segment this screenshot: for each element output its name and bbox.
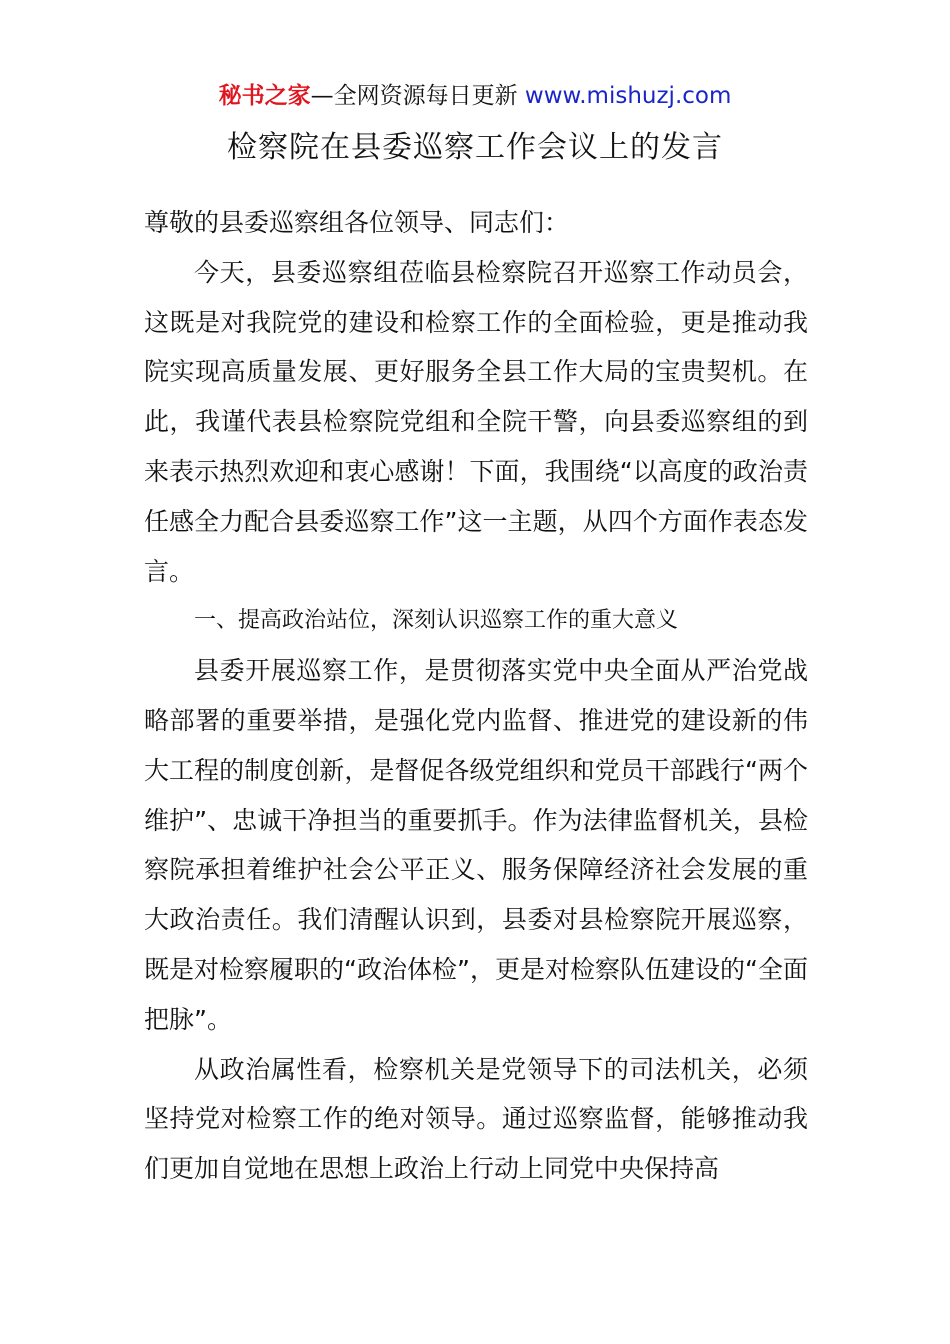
paragraph-section1-1: 县委开展巡察工作，是贯彻落实党中央全面从严治党战略部署的重要举措，是强化党内监督、推进党的建设新的伟大工程的制度创新，是督促各级党组织和党员干部践行“两个维护”、忠诚干净担当的重要抓手。作为法律监督机关，县检察院承担着维护社会公平正义、服务保障经济社会发展的重大政治责任。我们清醒认识到，县委对县检察院开展巡察，既是对检察履职的“政治体检”，更是对检察队伍建设的“全面把脉”。	[144, 656, 808, 1034]
site-url-link[interactable]: www.mishuzj.com	[524, 83, 732, 109]
paragraph-intro: 今天，县委巡察组莅临县检察院召开巡察工作动员会，这既是对我院党的建设和检察工作的全面检验，更是推动我院实现高质量发展、更好服务全县工作大局的宝贵契机。在此，我谨代表县检察院党组和全院干警，向县委巡察组的到来表示热烈欢迎和衷心感谢！下面，我围绕“以高度的政治责任感全力配合县委巡察工作”这一主题，从四个方面作表态发言。	[144, 257, 808, 586]
brand-name: 秘书之家	[218, 83, 311, 109]
header-tagline: —全网资源每日更新	[310, 83, 525, 109]
salutation: 尊敬的县委巡察组各位领导、同志们：	[144, 208, 570, 237]
document-body	[144, 198, 808, 1194]
document-title: 检察院在县委巡察工作会议上的发言	[227, 130, 723, 165]
paragraph-section1-2: 从政治属性看，检察机关是党领导下的司法机关，必须坚持党对检察工作的绝对领导。通过巡察监督，能够推动我们更加自觉地在思想上政治上行动上同党中央保持高	[144, 1054, 808, 1184]
site-header	[0, 80, 950, 112]
section-heading-1: 一、提高政治站位，深刻认识巡察工作的重大意义	[194, 608, 679, 634]
